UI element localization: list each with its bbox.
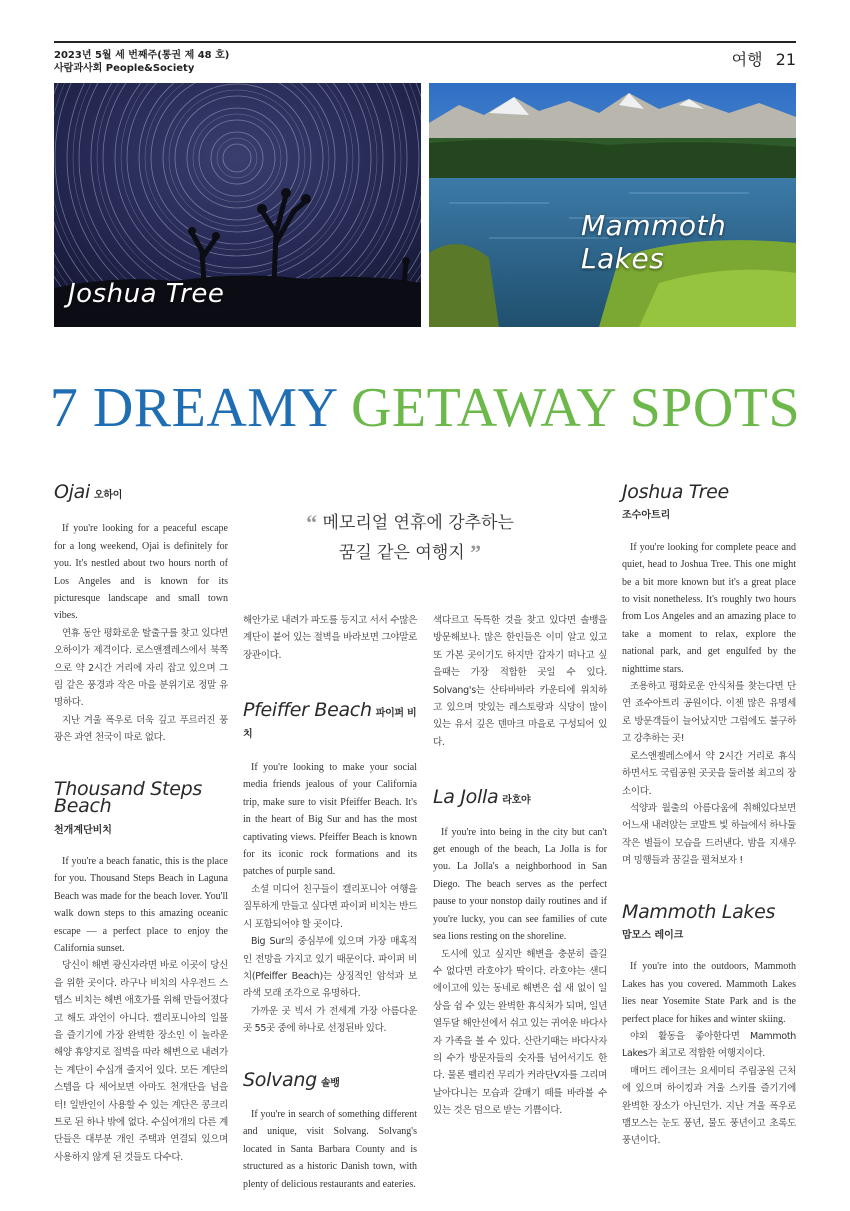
thousand-steps-title-ko: 천개계단비치 (54, 824, 112, 836)
mammoth-lakes-caption: Mammoth Lakes (581, 209, 727, 275)
joshua-tree-photo (54, 83, 421, 327)
joshua-tree-text-ko-1: 조용하고 평화로운 안식처를 찾는다면 단연 죠수아트리 공원이다. 이젠 많은 유명세로 방문객들이 늘어났지만 그럼에도 불구하고 강추하는 곳! (622, 681, 796, 745)
la-jolla-text-ko: 도시에 있고 싶지만 해변을 충분히 즐길 수 없다면 라호야가 딱이다. 라호야는 샌디에이고에 있는 동네로 해변은 쉽 새 없이 일상을 쉼 수 있는 완벽한 휴식처가 되며, 일년 열두달 해안선에서 쉬고 있는 귀여운 바다사자 가족을 볼 수 있다. 산란기때는 바다사자의 수가 방문자들의 숫자를 넘어서기도 한다. 물론 펠리컨 무리가 커라단V자를 그리며 날아다니는 모습과 갈매기 떼를 바라볼 수 있는 것은 덤으로 받는 기쁨이다. (433, 948, 607, 1117)
headline-part1: 7 DREAMY (49, 377, 337, 439)
ojai-title-en: Ojai (54, 481, 90, 503)
column-2 (243, 612, 417, 1193)
la-jolla-title (433, 786, 607, 809)
main-headline (0, 378, 850, 438)
pfeiffer-title-ko: 파이퍼 비치 (243, 708, 417, 740)
ojai-text-ko-1: 연휴 동안 평화로운 탈출구를 찾고 있다면 오하이가 제격이다. 로스앤젤레스에서 북쪽으로 약 2시간 거리에 자리 잡고 있으며 그림 같은 풍경과 작은 마을 분위기로 정말 유명하다. (54, 627, 228, 709)
thousand-steps-title: Thousand Steps Beach (54, 777, 202, 818)
pull-quote (280, 508, 540, 568)
lake-landscape-image (429, 83, 796, 327)
pfeiffer-text-ko-3: 가까운 곳 빅서 가 전세계 가장 아름다운 곳 55곳 중에 하나로 선정된바 있다. (243, 1005, 417, 1035)
mammoth-title-ko: 맘모스 레이크 (622, 929, 684, 941)
mammoth-text-ko-1: 야외 활동을 좋아한다면 Mammoth Lakes가 최고로 적합한 여행지이다. (622, 1030, 796, 1060)
joshua-tree-text-ko-3: 석양과 월출의 아름다움에 취해있다보면 어느새 내려앉는 코발트 빛 하늘에서 하나둘 작은 별들이 모습을 드러낸다. 밤을 지새우며 밍행들과 꿈길을 펼쳐보자 ! (622, 802, 796, 867)
joshua-tree-caption: Joshua Tree (68, 279, 225, 309)
pfeiffer-text-ko-2: Big Sur의 중심부에 있으며 가장 매혹적인 전망을 가지고 있기 때문이다. 파이퍼 비치(Pfeiffer Beach)는 상징적인 암석과 보라색 모래 조각으로 유명하다. (243, 936, 417, 1000)
open-quote-mark: “ (306, 510, 318, 535)
la-jolla-title-en: La Jolla (433, 786, 499, 809)
ojai-text-ko-2: 지난 겨울 폭우로 더욱 깊고 푸르러진 풍광은 과연 천국이 따로 없다. (54, 714, 228, 744)
pfeiffer-title (243, 699, 417, 743)
joshua-tree-text-en: If you're looking for complete peace and quiet, head to Joshua Tree. This one might be a bit more known but it's a great place to visit nonetheless. It's roughly two hours from Los Angeles and an amazing place to take a moment to relax, explore the national park, and get engulfed by the nighttime stars. (622, 541, 796, 675)
mammoth-lakes-photo (429, 83, 796, 327)
masthead (54, 41, 796, 74)
ojai-title (54, 481, 228, 504)
section-name: 여행 (731, 50, 763, 69)
joshua-tree-title: Joshua Tree (622, 481, 729, 503)
mammoth-text-en: If you're into the outdoors, Mammoth Lakes has you covered. Mammoth Lakes lies near Yosemite State Park and is the perfect place for hikes and winter skiing. (622, 961, 796, 1025)
pfeiffer-text-ko-1: 소셜 미디어 친구들이 캘리포니아 여행을 질투하게 만들고 싶다면 파이퍼 비치는 반드시 포함되어야 할 곳이다. (243, 883, 417, 930)
thousand-steps-text-en: If you're a beach fanatic, this is the place for you. Thousand Steps Beach in Laguna Beach was made for the beach lover. You'll walk down steps to this amazing oceanic escape — a perfect place to enjoy the California sunset. (54, 855, 228, 954)
pull-quote-line1: 메모리얼 연휴에 강추하는 (322, 513, 514, 533)
column-1 (54, 481, 228, 1166)
solvang-text-ko: 색다르고 독특한 것을 찾고 있다면 솔뱅을 방문해보나. 많은 한인들은 이미 알고 있고 또 가본 곳이기도 하지만 갑자기 떠나고 싶을때는 가장 적합한 곳일 수 있다. Solvang's는 산타바바라 카운티에 위치하고 있으며 맛있는 레스토랑과 식당이 많이 있는 유서 깊은 덴마크 마을로 구성되어 있다. (433, 615, 607, 748)
column-3 (433, 612, 607, 1120)
ojai-title-ko: 오하이 (93, 490, 123, 501)
mammoth-text-ko-2: 매머드 레이크는 요세미티 주립공원 근처에 있으며 하이킹과 겨울 스키를 즐기기에 완벽한 장소가 아닌던가. 지난 겨울 폭우로 맴모스는 눈도 풍년, 물도 풍년이고 초록도 풍년이다. (622, 1065, 796, 1147)
joshua-tree-title-ko: 조수아트리 (622, 510, 671, 522)
la-jolla-text-en: If you're into being in the city but can't get enough of the beach, La Jolla is for you. La Jolla's a neighborhood in San Diego. The beach serves as the perfect pause to your nonstop daily routines and if you're lucky, you can see families of cute sea lions resting on the shoreline. (433, 826, 607, 943)
ojai-text-en: If you're looking for a peaceful escape for a long weekend, Ojai is definitely for you. It's nestled about two hours north of Los Angeles and is known for its picturesque landscape and small town vibes. (54, 523, 228, 622)
la-jolla-title-ko: 라호야 (502, 795, 531, 807)
column-4 (622, 481, 796, 1150)
solvang-title (243, 1068, 417, 1092)
close-quote-mark: ” (470, 540, 482, 565)
pull-quote-line2: 꿈길 같은 여행지 (338, 543, 465, 563)
page-number: 21 (775, 50, 796, 69)
solvang-title-en: Solvang (243, 1068, 317, 1091)
solvang-title-ko: 솔뱅 (320, 1077, 340, 1089)
pfeiffer-text-en: If you're looking to make your social media friends jealous of your California trip, make sure to visit Pfeiffer Beach. It's in the heart of Big Sur and has the most captivating views. Pfeiffer Beach is known for its iconic rock formations and its patches of purple sand. (243, 762, 417, 878)
solvang-text-en: If you're in search of something different and unique, visit Solvang. Solvang's located in Santa Barbara County and is structured as a historic Danish town, with plenty of delicious restaurants and eateries. (243, 1108, 417, 1190)
page-header (732, 47, 796, 70)
pfeiffer-title-en: Pfeiffer Beach (243, 699, 372, 722)
thousand-steps-text-ko: 당신이 해변 광신자라면 바로 이곳이 당신을 위한 곳이다. 라구나 비치의 사우전드 스텝스 비치는 해변 애호가를 위해 만들어졌다고 해도 과언이 아니다. 캘리포니아의 일몰을 즐기기에 가장 완벽한 장소인 이 놀라운 해양 휴양지로 절벽을 따라 해변으로 내려가는 계단이 수십개 줄지어 있다. 모든 계단의 스텝을 다 세어보면 아마도 천개단을 넘을 터! 일반인이 사용할 수 있는 계단은 콩크리트로 된 하나 밖에 없다. 수십여개의 다른 계단들은 대부분 개인 주택과 연결되 있으며 사용하지 않게 된 것들도 다수다. (54, 960, 228, 1163)
joshua-tree-text-ko-2: 로스앤젤레스에서 약 2시간 거리로 휴식하면서도 국립공원 곳곳을 둘러볼 최고의 장소이다. (622, 750, 796, 797)
issue-info: 2023년 5월 세 번째주(통권 제 48 호) (54, 50, 230, 61)
thousand-steps-text-ko-cont: 해안가로 내려가 파도를 등지고 서서 수많은 계단이 붙어 있는 절벽을 바라보면 그야말로 장관이다. (243, 615, 417, 661)
headline-part2: GETAWAY SPOTS (350, 377, 801, 439)
mammoth-title: Mammoth Lakes (622, 900, 776, 923)
publication-name: 사람과사회 People&Society (54, 63, 195, 74)
